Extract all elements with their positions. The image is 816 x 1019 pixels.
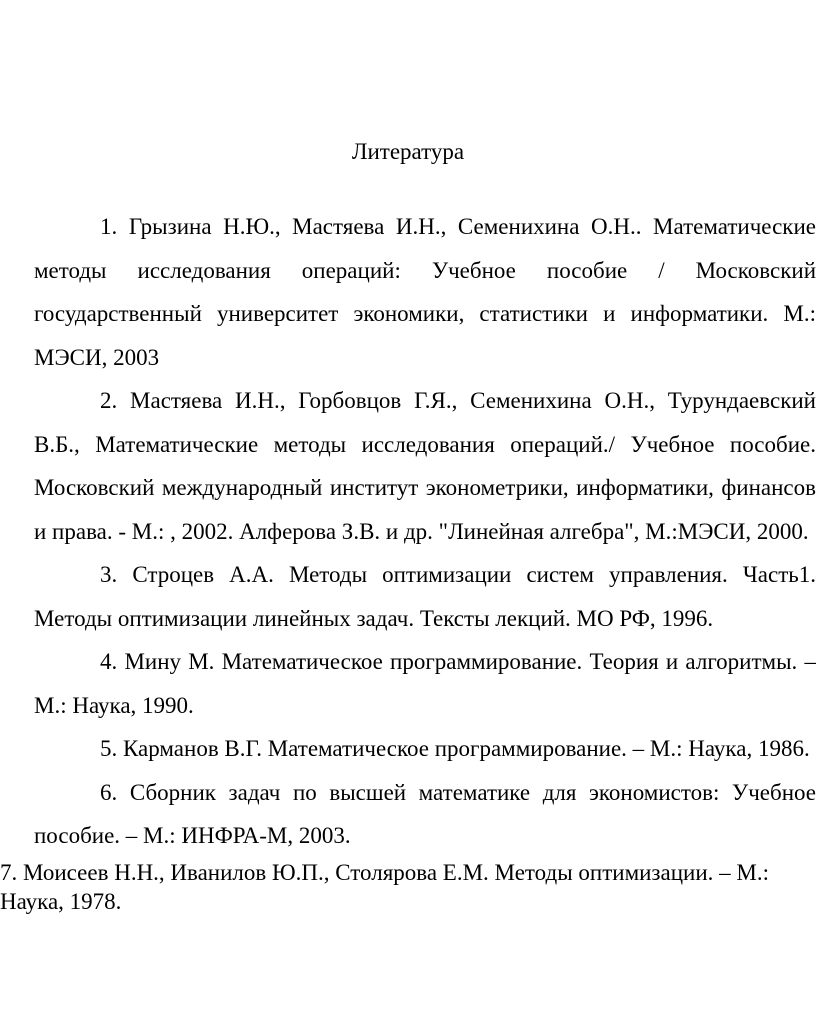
reference-item: 4. Мину М. Математическое программирование. Теория и алгоритмы. – М.: Наука, 1990. bbox=[34, 649, 816, 718]
reference-item: 2. Мастяева И.Н., Горбовцов Г.Я., Семенихина О.Н., Турундаевский В.Б., Математические методы исследования операций./ Учебное пособие. Московский международный институт эконометрики, информатики, финансов и права. - М.: , 2002. Алферова З.В. и др. "Линейная алгебра", М.:МЭСИ, 2000. bbox=[34, 388, 816, 544]
page-title: Литература bbox=[351, 139, 465, 164]
reference-item: 7. Моисеев Н.Н., Иванилов Ю.П., Столярова Е.М. Методы оптимизации. – М.: Наука, 1978. bbox=[0, 859, 769, 914]
reference-list bbox=[0, 205, 816, 916]
reference-item: 5. Карманов В.Г. Математическое программирование. – М.: Наука, 1986. bbox=[100, 736, 810, 761]
reference-item: 6. Сборник задач по высшей математике для экономистов: Учебное пособие. – М.: ИНФРА-М, 2003. bbox=[34, 779, 816, 848]
reference-item: 1. Грызина Н.Ю., Мастяева И.Н., Семенихина О.Н.. Математические методы исследования операций: Учебное пособие / Московский государственный университет экономики, статистики и информатики. М.: МЭСИ, 2003 bbox=[34, 214, 816, 370]
reference-item: 3. Строцев А.А. Методы оптимизации систем управления. Часть1. Методы оптимизации линейных задач. Тексты лекций. МО РФ, 1996. bbox=[34, 562, 816, 631]
